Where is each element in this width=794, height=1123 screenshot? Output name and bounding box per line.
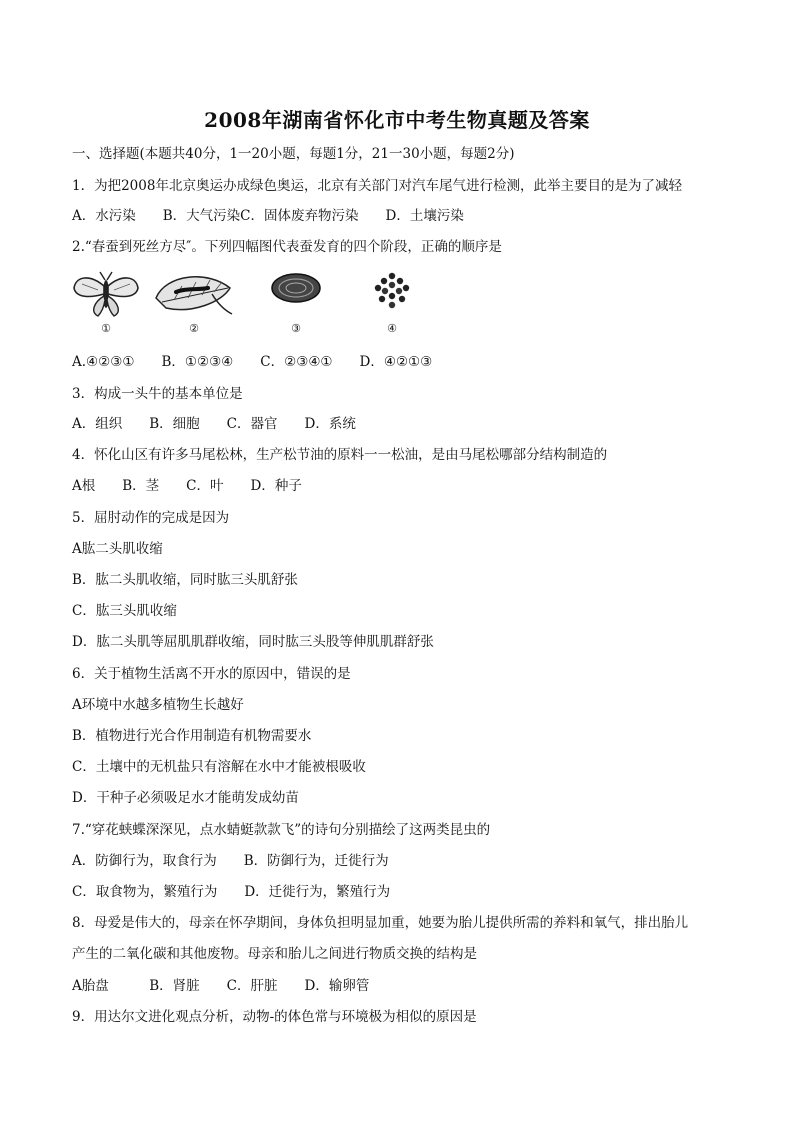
question-5-option-c: C．肱三头肌收缩: [72, 603, 177, 619]
question-4-options: A根 B．茎 C．叶 D．种子: [72, 478, 302, 494]
question-4: 4．怀化山区有许多马尾松林，生产松节油的原料一一松油，是由马尾松哪部分结构制造的: [72, 447, 608, 463]
question-5-option-b: B．肱二头肌收缩，同时肱三头肌舒张: [72, 572, 298, 588]
figure-label-1: ①: [101, 322, 111, 335]
question-6-option-c: C．土壤中的无机盐只有溶解在水中才能被根吸收: [72, 759, 366, 775]
question-6-option-b: B．植物进行光合作用制造有机物需要水: [72, 728, 312, 744]
question-8-continued: 产生的二氧化碳和其他废物。母亲和胎儿之间进行物质交换的结构是: [72, 946, 477, 962]
figure-label-4: ④: [387, 322, 397, 335]
question-5-option-d: D．肱二头肌等屈肌肌群收缩，同时肱三头股等伸肌肌群舒张: [72, 634, 434, 650]
question-7-options-ab: A．防御行为，取食行为 B．防御行为，迁徙行为: [72, 853, 389, 869]
question-3: 3．构成一头牛的基本单位是: [72, 386, 243, 402]
question-5: 5．屈肘动作的完成是因为: [72, 510, 230, 526]
question-2-options: A.④②③① B．①②③④ C．②③④① D．④②①③: [72, 354, 433, 370]
silkworm-on-leaf-icon: [152, 268, 238, 320]
eggs-icon: [370, 268, 414, 312]
question-6: 6．关于植物生活离不开水的原因中，错误的是: [72, 666, 351, 682]
section-header: 一、选择题(本题共40分，1一20小题，每题1分，21一30小题，每题2分): [72, 146, 515, 162]
question-8: 8．母爱是伟大的，母亲在怀孕期间，身体负担明显加重，她要为胎儿提供所需的养料和氧气，排出胎儿: [72, 915, 689, 931]
question-9: 9．用达尔文进化观点分析，动物-的体色常与环境极为相似的原因是: [72, 1009, 477, 1025]
silkworm-stages-figure: [68, 268, 448, 342]
question-1: 1．为把2008年北京奥运办成绿色奥运，北京有关部门对汽车尾气进行检测，此举主要目的是为了减轻: [72, 178, 682, 194]
figure-label-3: ③: [291, 322, 301, 335]
question-2: 2.“春蚕到死丝方尽″。下列四幅图代表蚕发育的四个阶段，正确的顺序是: [72, 239, 502, 255]
question-8-options: A胎盘 B．肾脏 C．肝脏 D．输卵管: [72, 978, 370, 994]
moth-icon: [70, 268, 142, 320]
question-1-options: A．水污染 B．大气污染C．固体废弃物污染 D．土壤污染: [72, 208, 464, 224]
question-6-option-a: A环境中水越多植物生长越好: [72, 697, 244, 713]
question-3-options: A．组织 B．细胞 C．器官 D．系统: [72, 416, 356, 432]
page-title: 2008年湖南省怀化市中考生物真题及答案: [204, 108, 590, 132]
cocoon-icon: [268, 268, 324, 308]
question-7: 7.“穿花蛱蝶深深见，点水蜻蜓款款飞”的诗句分别描绘了这两类昆虫的: [72, 822, 491, 838]
question-6-option-d: D．干种子必须吸足水才能萌发成幼苗: [72, 790, 299, 806]
question-7-options-cd: C．取食物为，繁殖行为 D．迁徙行为，繁殖行为: [72, 884, 391, 900]
figure-label-2: ②: [189, 322, 199, 335]
question-5-option-a: A肱二头肌收缩: [72, 541, 163, 557]
